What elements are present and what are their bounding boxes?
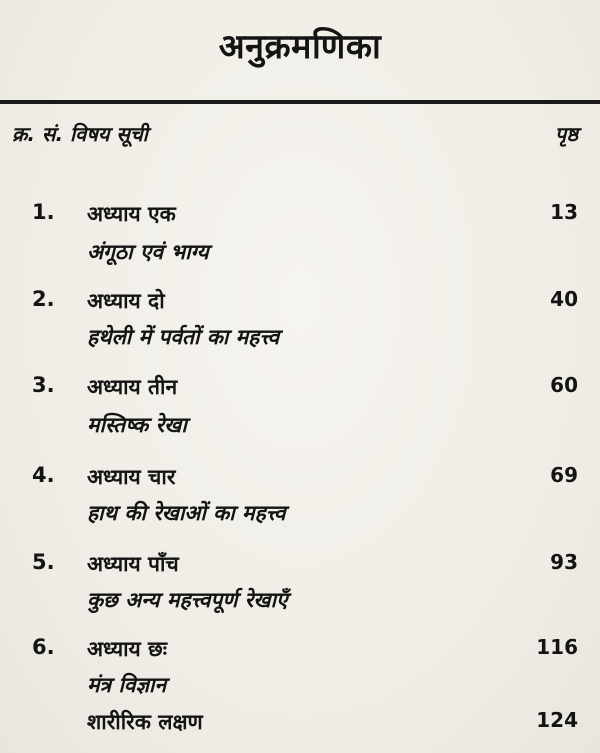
item-subtitle: हथेली में पर्वतों का महत्त्व — [87, 325, 280, 349]
item-subtitle: हाथ की रेखाओं का महत्त्व — [87, 501, 286, 525]
item-page: 13 — [550, 200, 578, 224]
header-page: पृष्ठ — [554, 122, 578, 146]
item-page: 93 — [550, 550, 578, 574]
item-subtitle: अंगूठा एवं भाग्य — [87, 240, 209, 264]
item-chapter: अध्याय एक — [87, 202, 176, 226]
item-number: 2. — [32, 287, 55, 311]
item-chapter: अध्याय चार — [87, 465, 176, 489]
item-subtitle: मंत्र विज्ञान — [87, 673, 167, 697]
item-page: 60 — [550, 373, 578, 397]
item-number: 6. — [32, 635, 55, 659]
page-title: अनुक्रमणिका — [218, 27, 382, 67]
item-number: 5. — [32, 550, 55, 574]
item-page: 116 — [536, 635, 578, 659]
item-chapter: अध्याय दो — [87, 289, 165, 313]
header-serial-subject: क्र. सं. विषय सूची — [12, 122, 148, 146]
item-subtitle: मस्तिष्क रेखा — [87, 413, 187, 437]
extra-page: 124 — [536, 708, 578, 732]
extra-title: शारीरिक लक्षण — [87, 710, 203, 734]
item-page: 69 — [550, 463, 578, 487]
item-number: 3. — [32, 373, 55, 397]
item-subtitle: कुछ अन्य महत्त्वपूर्ण रेखाएँ — [87, 588, 288, 612]
item-chapter: अध्याय तीन — [87, 375, 178, 399]
item-chapter: अध्याय छः — [87, 637, 168, 661]
title-rule — [0, 100, 600, 104]
item-page: 40 — [550, 287, 578, 311]
toc-item-extra — [87, 708, 600, 738]
item-number: 4. — [32, 463, 55, 487]
item-chapter: अध्याय पाँच — [87, 552, 179, 576]
toc-header — [0, 120, 600, 154]
item-number: 1. — [32, 200, 55, 224]
